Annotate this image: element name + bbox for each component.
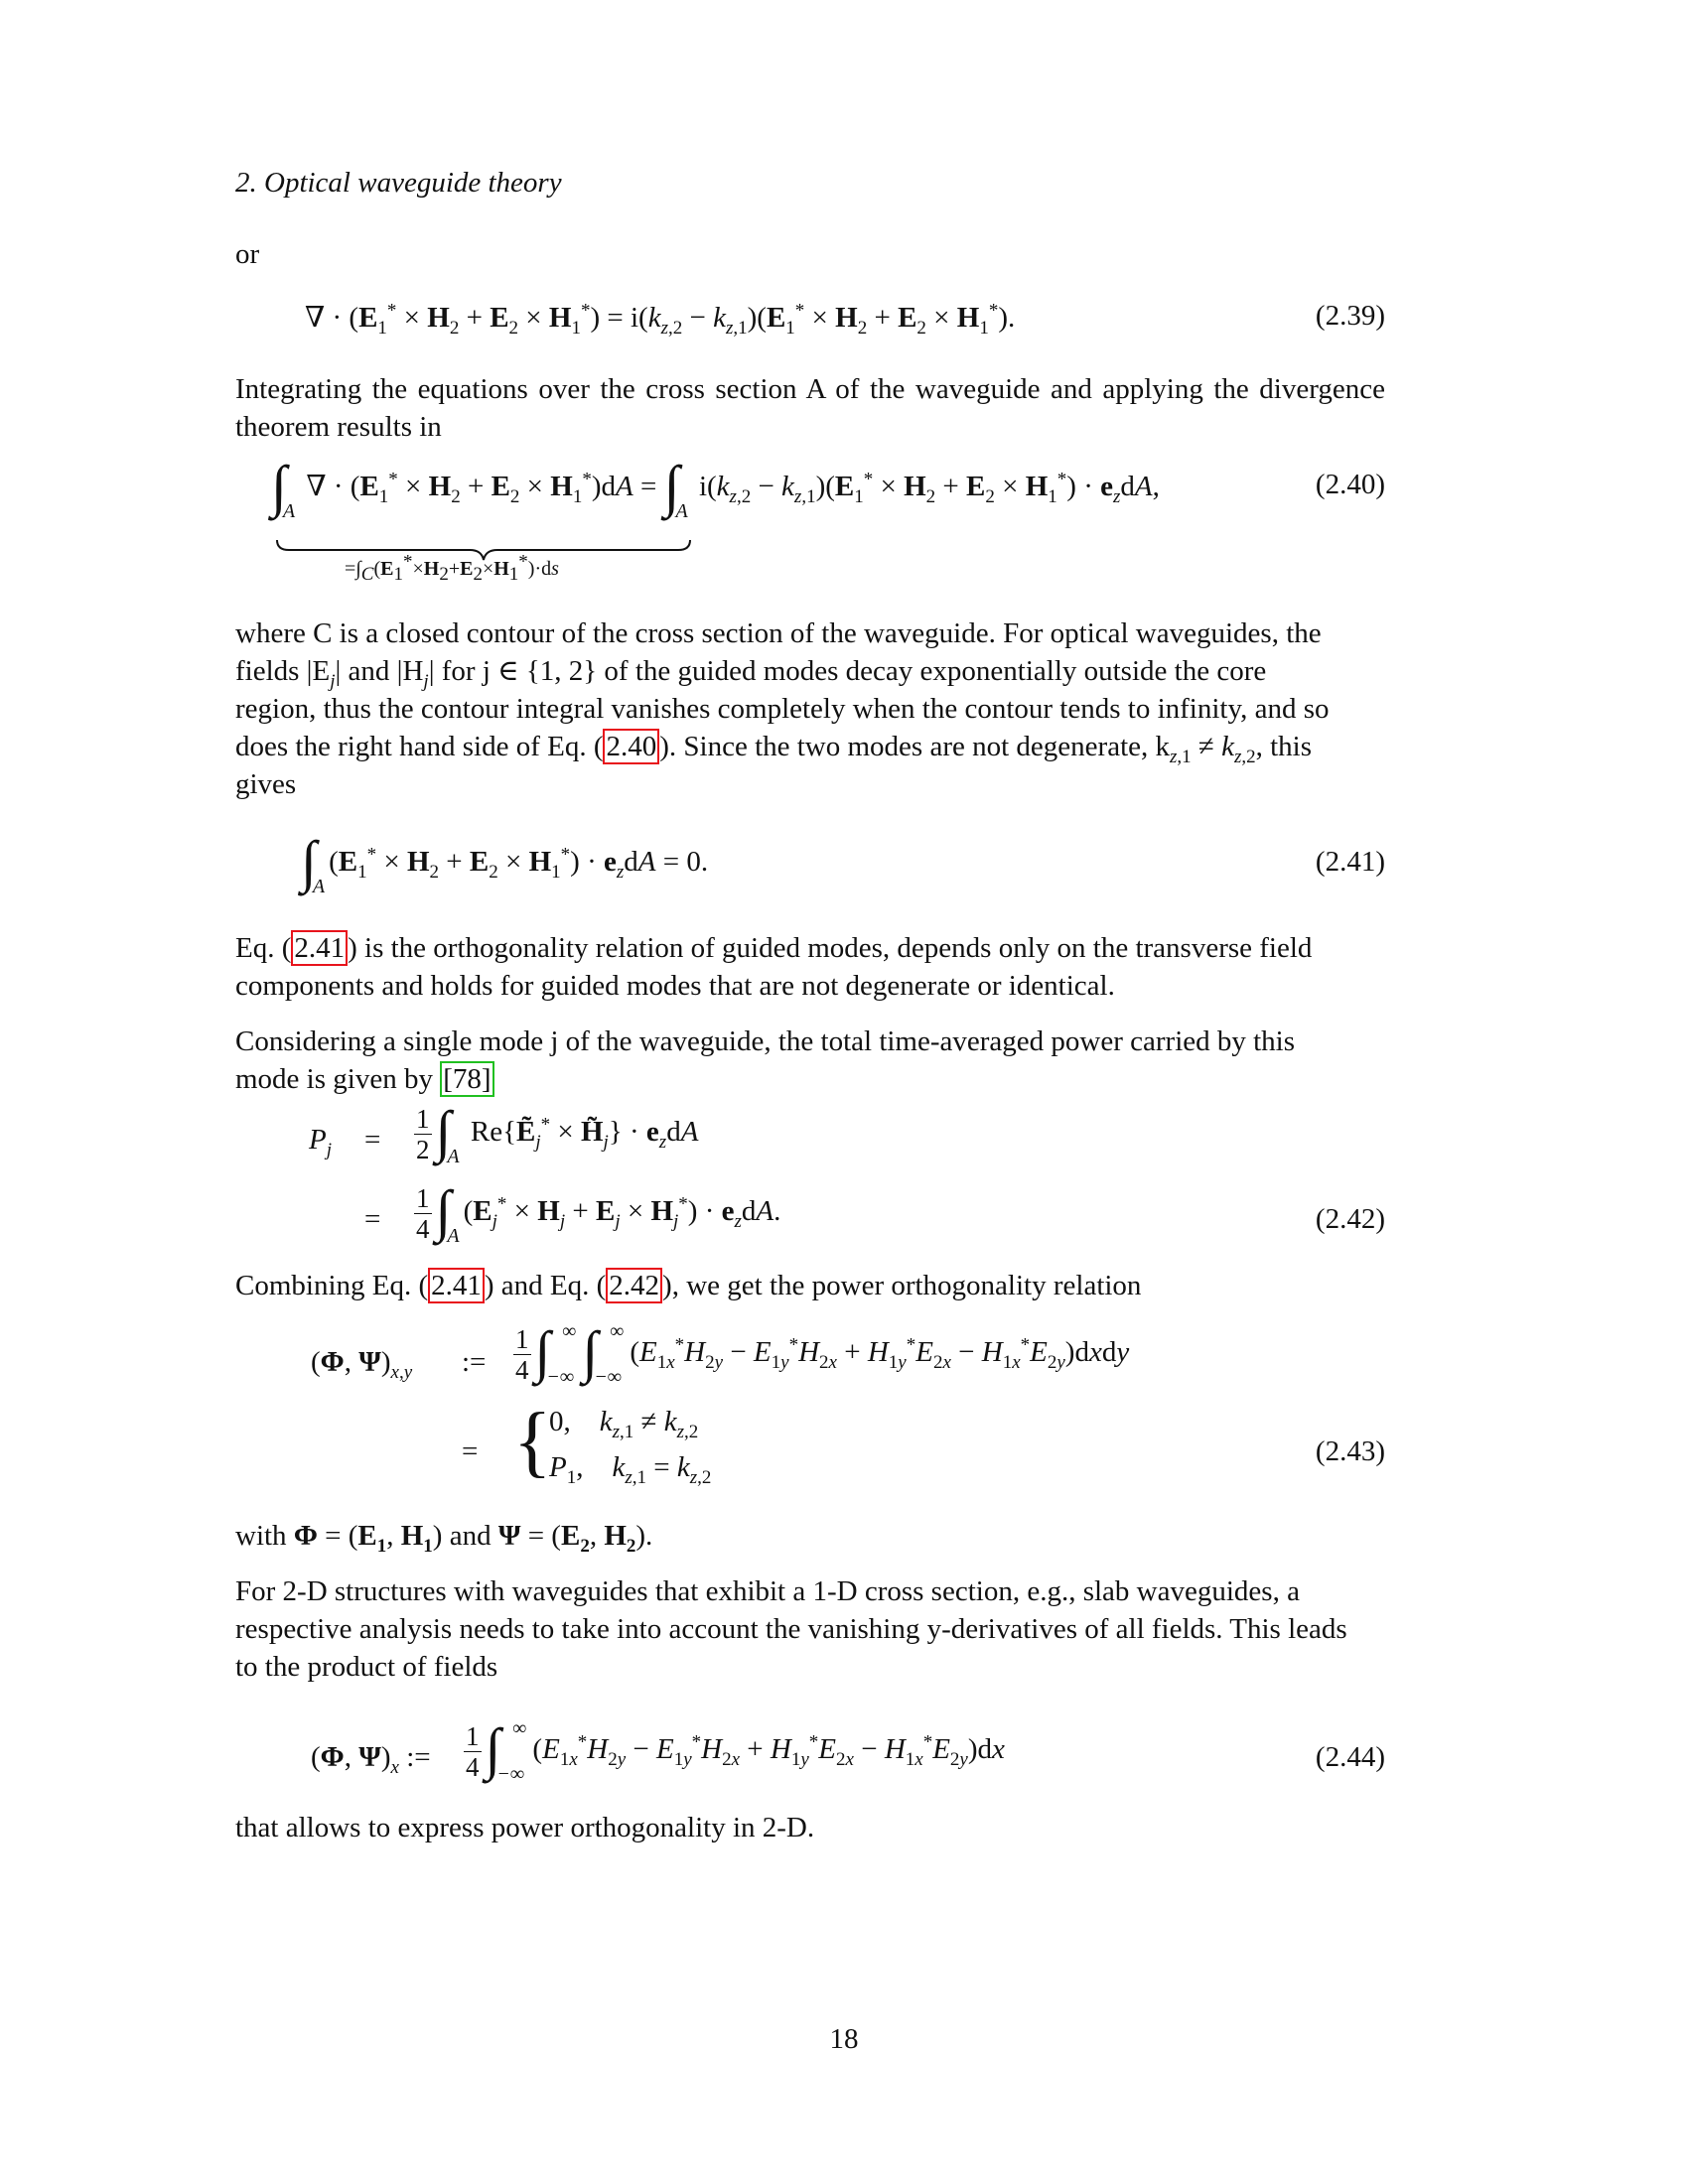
paragraph-closing: that allows to express power orthogonality in 2-D.: [235, 1812, 815, 1843]
equation-link-2-41[interactable]: 2.41: [428, 1268, 485, 1303]
paragraph-contour: where C is a closed contour of the cross section of the waveguide. For optical waveguides, the fields $|E_j|$ and $|H_j|$ for j ∈ {1, 2} of the guided modes decay exponentially outside the core region, thus the contour integral vanishes completely when the contour tends to infinity, and so does the right hand side of Eq. ( 2.40 ). Since the two modes are not degenerate, $k_{z,1} \ne k_{z,2}$, this gives: [235, 614, 1385, 803]
equation-link-2-40[interactable]: 2.40: [603, 729, 659, 764]
document-page: 2. Optical waveguide theory or ∇ · $(E_1^* \times H_2 + E_2 \times H_1^*) = i(k_{z,2} - k_{z,1})(E_1^* \times H_2 + E_2 \times H_1^*)$. (2.39) Integrating the equations over the cross section A of the waveguide and applying the divergence theorem results in $\int_A$ ∇ · $(E_1^* \times H_2 + E_2 \times H_1^*)dA = \int_A$ $i(k_{z,2} - k_{z,1})(E_1^* \times H_2 + E_2 \times H_1^*) \cdot e_zdA$, (2.40) $=\int_C(E_1^*\times H_2+E_2\times H_1^*)\cdot ds⃗$ where C is a closed contour of the cross section of the waveguide. For optical waveguides, the fields $|E_j|$ and $|H_j|$ for j ∈ {1, 2} of the guided modes decay exponentially outside the core region, thus the contour integral vanishes completely when the contour tends to infinity, and so does the right hand side of Eq. ( 2.40 ). Since the two modes are not degenerate, $k_{z,1} \ne k_{z,2}$, this gives $\int_A(E_1^* \times H_2 + E_2 \times H_1^*) \cdot e_zdA = 0$. (2.41) Eq. ( 2.41 ) is the orthogonality relation of guided modes, depends only on the transverse field components and holds for guided modes that are not degenerate or identical. Considering a single mode j of the waveguide, the total time-averaged power carried by this mode is given by [78] $P_j$ = $\frac{1}{2}$ $\int_A$ Re{Ẽ$_j$* × $H̃_j\} \cdot e_zdA$ = $\frac{1}{4}$ $\int_A(E_j^* \times H_j + E_j \times H_j^*) \cdot e_zdA$. (2.42) Combining Eq. ( 2.41 ) and Eq. ( 2.42 ), we get the power orthogonality relation (Φ, $\Psi)_{x,y}$ := $\frac{1}{4}$ $\int_{-\infty}^\infty$ $\int_{-\infty}^\infty(E_{1x}^*H_{2y} - E_{1y}^*H_{2x} + H_{1y}^*E_{2x}$ − $H_{1x}^*E_{2y})dxdy$ = { 0, $k_{z,1} \ne k_{z,2}$ $P_1$, $k_{z,1} = k_{z,2}$ (2.43) with $\Phi = (E_1$, $H_1$) and $\Psi = (E_2$, $H_2$). For 2-D structures with waveguides that exhibit a 1-D cross section, e.g., slab waveguides, a respective analysis needs to take into account the vanishing y-derivatives of all fields. This leads to the product of fields (Φ, $\Psi)_x$ := $\frac{1}{4}$ $\int_{-\infty}^\infty(E_{1x}^*H_{2y} - E_{1y}^*H_{2x} + H_{1y}^*E_{2x} - H_{1x}^*E_{2y})dx$ (2.44) that allows to express power orthogonality in 2-D. 18: [0, 0, 1688, 2184]
text-span: mode is given by: [235, 1063, 441, 1095]
text-span: | and |H: [335, 655, 424, 687]
text-line: to the product of fields: [235, 1651, 498, 1683]
paragraph-definitions: with $\Phi = (E_1$, $H_1$) and $\Psi = (E_2$, $H_2$).: [235, 1520, 653, 1557]
text-line: region, thus the contour integral vanishes completely when the contour tends to infinity, and so: [235, 693, 1330, 725]
text-span: and: [442, 1520, 498, 1552]
text-span: does the right hand side of Eq. (: [235, 731, 604, 762]
citation-link-78[interactable]: [78]: [440, 1061, 493, 1097]
equation-2-43: (Φ, $\Psi)_{x,y}$ := $\frac{1}{4}$ $\int_{-\infty}^\infty$ $\int_{-\infty}^\infty(E_{1x}^*H_{2y} - E_{1y}^*H_{2x} + H_{1y}^*E_{2x}$ − $H_{1x}^*E_{2y})dxdy$ = { 0, $k_{z,1} \ne k_{z,2}$ $P_1$, $k_{z,1} = k_{z,2}$ (2.43): [311, 1319, 1385, 1488]
text-span: | for j ∈ {1, 2} of the guided modes decay exponentially outside the core: [428, 655, 1267, 687]
text-span: ), we get the power orthogonality relation: [662, 1270, 1142, 1301]
text-span: Eq. (: [235, 932, 292, 964]
text-line: where C is a closed contour of the cross section of the waveguide. For optical waveguides, the: [235, 617, 1322, 649]
page-number: 18: [829, 2023, 859, 2055]
text-span: ). Since the two modes are not degenerate, k: [659, 731, 1170, 762]
text-span: ) is the orthogonality relation of guided modes, depends only on the transverse field: [348, 932, 1313, 964]
equation-number: (2.40): [1315, 469, 1385, 500]
equation-link-2-42[interactable]: 2.42: [606, 1268, 662, 1303]
text-span: with: [235, 1520, 294, 1552]
text-span: fields |E: [235, 655, 331, 687]
text-line: gives: [235, 768, 297, 800]
equation-2-42: $P_j$ = $\frac{1}{2}$ $\int_A$ Re{Ẽ$_j$* × $H̃_j\} \cdot e_zdA$ = $\frac{1}{4}$ $\int_A(E_j^* \times H_j + E_j \times H_j^*) \cdot e_zdA$. (2.42): [309, 1099, 1385, 1248]
running-header: 2. Optical waveguide theory: [235, 167, 562, 199]
text-line: components and holds for guided modes that are not degenerate or identical.: [235, 970, 1115, 1002]
equation-number: (2.42): [1315, 1203, 1385, 1235]
text-line: For 2-D structures with waveguides that exhibit a 1-D cross section, e.g., slab waveguides, a: [235, 1575, 1300, 1607]
equation-number: (2.43): [1315, 1435, 1385, 1467]
text-span: Combining Eq. (: [235, 1270, 429, 1301]
text-span: , this: [1255, 731, 1313, 762]
text-or: or: [235, 238, 260, 270]
paragraph-divergence: Integrating the equations over the cross section A of the waveguide and applying the divergence theorem results in: [235, 373, 1385, 443]
equation-link-2-41[interactable]: 2.41: [291, 930, 348, 966]
paragraph-single-mode: [235, 1023, 1385, 1098]
equation-2-40: $\int_A$ ∇ · $(E_1^* \times H_2 + E_2 \times H_1^*)dA = \int_A$ $i(k_{z,2} - k_{z,1})(E_1^* \times H_2 + E_2 \times H_1^*) \cdot e_zdA$, (2.40) $=\int_C(E_1^*\times H_2+E_2\times H_1^*)\cdot ds⃗$: [271, 454, 1385, 585]
equation-number: (2.41): [1315, 846, 1385, 878]
text-span: ) and Eq. (: [484, 1270, 607, 1301]
equation-number: (2.39): [1315, 300, 1385, 332]
paragraph-combining: [235, 1267, 1385, 1304]
text-line: Considering a single mode j of the waveguide, the total time-averaged power carried by this: [235, 1025, 1296, 1057]
equation-number: (2.44): [1315, 1741, 1385, 1773]
paragraph-2d-structures: [235, 1572, 1385, 1686]
paragraph-orthogonality: [235, 929, 1385, 1005]
text-line: respective analysis needs to take into account the vanishing y-derivatives of all fields. This leads: [235, 1613, 1347, 1645]
